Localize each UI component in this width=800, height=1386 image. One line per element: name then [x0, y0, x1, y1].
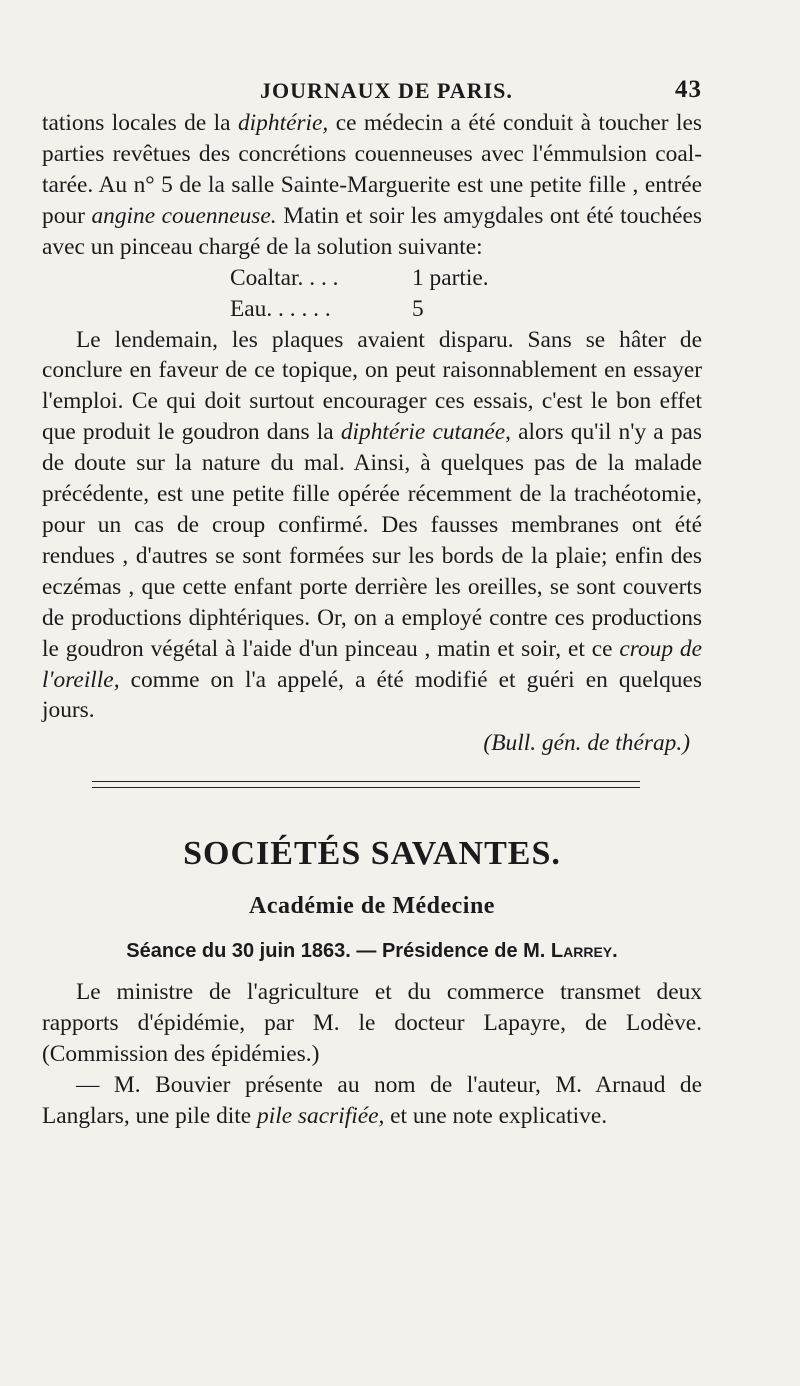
running-title: JOURNAUX DE PARIS. — [260, 78, 513, 103]
text-run: et une note explicative. — [384, 1102, 608, 1129]
italic-term: pile sacrifiée, — [257, 1102, 385, 1129]
formula-ingredient: Coaltar. . . . — [230, 264, 339, 291]
text-run: — M. Bouvier présente au nom de l'auteur, M. Arnaud de Langlars, une pile dite — [42, 1072, 702, 1129]
formula-ingredient: Eau. . . . . . — [230, 295, 331, 322]
session-text: . — [612, 940, 618, 963]
formula-row — [42, 263, 702, 294]
subsection-heading: Académie de Médecine — [249, 893, 495, 920]
source-citation — [42, 728, 702, 759]
running-header — [42, 78, 702, 108]
citation-text: (Bull. gén. de thérap.) — [483, 730, 690, 757]
text-run: ce médecin a été conduit à toucher les parties revêtues des concrétions couenneuses avec l'émmulsion coal-tarée. Au n° 5 de la salle Sainte-Marguerite est une petite fille , entrée pour — [42, 110, 702, 229]
paragraph-minister: Le ministre de l'agriculture et du commerce transmet deux rapports d'épidémie, par M. le docteur Lapayre, de Lodève. (Commission des épidémies.) — [42, 979, 702, 1068]
formula-quantity: 1 partie. — [412, 264, 489, 291]
divider-line — [92, 781, 640, 782]
text-run: Matin et soir les amygdales ont été touchées avec un pinceau chargé de la solution suivante: — [42, 202, 702, 260]
section-divider — [92, 781, 640, 791]
italic-term: angine couenneuse. — [91, 202, 277, 229]
text-run: Le lendemain, les plaques avaient disparu. Sans se hâter de conclure en faveur de ce topique, on peut raisonnablement en essayer l'emploi. Ce qui doit surtout encourager ces essais, c'est le bon effet que produit le goudron dans la — [42, 326, 702, 446]
section-heading: SOCIÉTÉS SAVANTES. — [183, 835, 561, 873]
session-text: Séance du 30 juin 1863. — Présidence de M. — [126, 940, 551, 963]
page-number: 43 — [675, 76, 702, 103]
formula-row — [42, 294, 702, 325]
session-line — [42, 940, 702, 963]
italic-term: diphtérie cutanée, — [340, 419, 512, 446]
italic-term: croup de l'oreille, — [42, 635, 702, 693]
text-run: tations locales de la — [42, 110, 238, 136]
paragraph-bouvier — [42, 1070, 702, 1132]
paragraph-results — [42, 325, 702, 727]
formula-block — [42, 263, 702, 325]
paragraph-diphtheria-treatment — [42, 108, 702, 263]
book-page — [42, 78, 702, 1132]
president-name: Larrey — [550, 940, 613, 963]
text-run: comme on l'a appelé, a été modifié et guéri en quelques jours. — [42, 666, 702, 724]
italic-term: diphtérie, — [237, 110, 329, 136]
text-run: alors qu'il n'y a pas de doute sur la nature du mal. Ainsi, à quelques pas de la malade précédente, est une petite fille opérée récemment de la trachéotomie, pour un cas de croup confirmé. Des fausses membranes ont été rendues , d'autres se sont formées sur les bords de la plaie; enfin des eczémas , que cette enfant porte derrière les oreilles, se sont couverts de productions diphtériques. Or, on a employé contre ces productions le goudron végétal à l'aide d'un pinceau , matin et soir, et ce — [42, 419, 703, 662]
divider-line — [92, 787, 640, 788]
formula-quantity: 5 — [412, 295, 424, 322]
